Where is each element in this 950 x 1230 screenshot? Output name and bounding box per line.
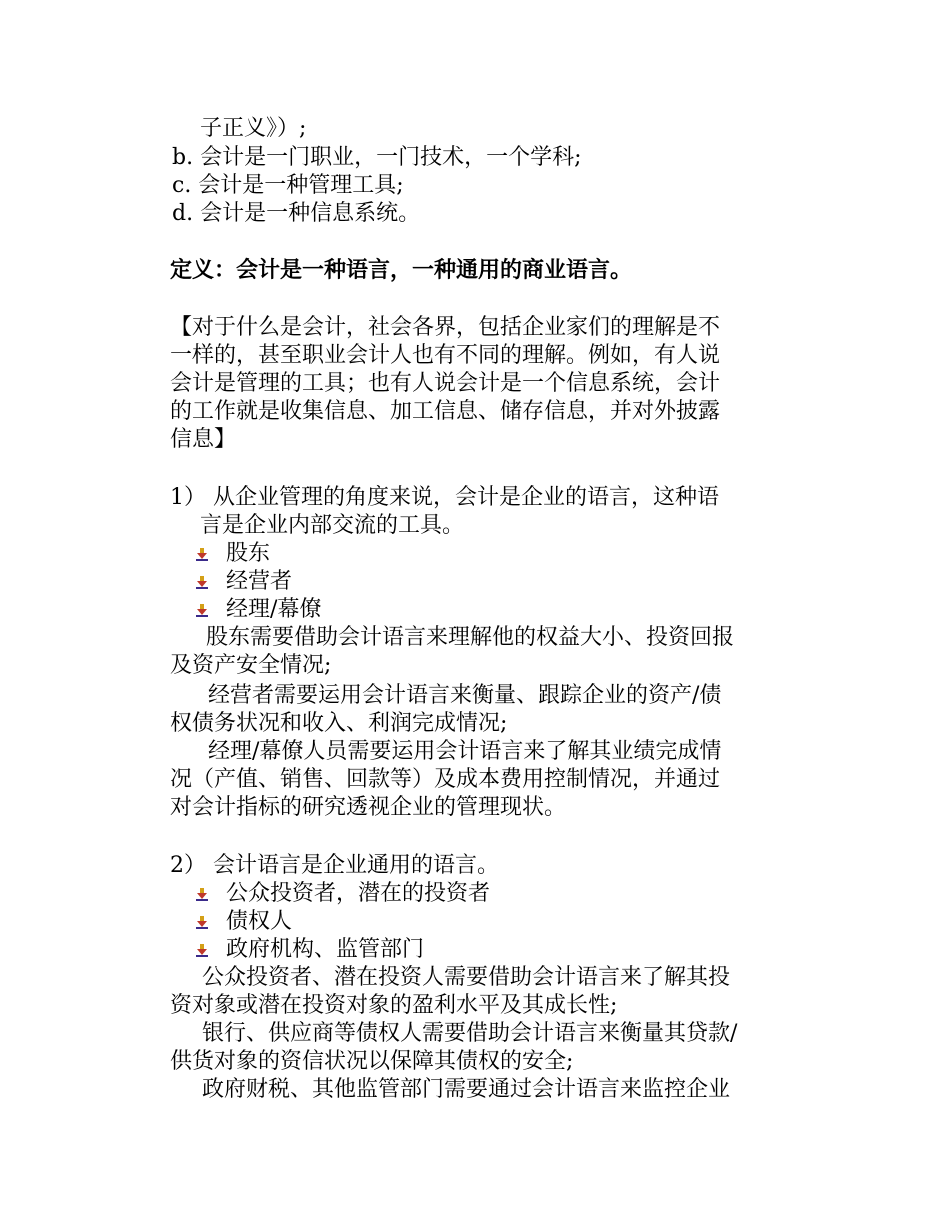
paragraph-line: 政府财税、其他监管部门需要通过会计语言来监控企业 — [202, 1077, 731, 1102]
paragraph-line: 对会计指标的研究透视企业的管理现状。 — [170, 795, 567, 820]
arrow-bullet-icon — [196, 915, 208, 929]
note-line: 的工作就是收集信息、加工信息、储存信息，并对外披露 — [170, 399, 721, 424]
list-item — [196, 540, 270, 568]
arrow-bullet-icon — [196, 603, 208, 617]
list-item-c: c. 会计是一种管理工具; — [172, 173, 404, 198]
note-line: 【对于什么是会计，社会各界，包括企业家们的理解是不 — [170, 315, 721, 340]
paragraph-line: 经营者需要运用会计语言来衡量、跟踪企业的资产/债 — [208, 683, 722, 708]
section-1-heading-cont: 言是企业内部交流的工具。 — [200, 513, 465, 538]
list-item — [196, 880, 490, 908]
paragraph-line: 权债务状况和收入、利润完成情况; — [170, 711, 508, 736]
paragraph-line: 经理/幕僚人员需要运用会计语言来了解其业绩完成情 — [208, 739, 722, 764]
paragraph-line: 及资产安全情况; — [170, 653, 332, 678]
bullet-label: 经营者 — [226, 569, 293, 594]
bullet-label: 债权人 — [226, 909, 293, 934]
paragraph-line: 银行、供应商等债权人需要借助会计语言来衡量其贷款/ — [202, 1021, 738, 1046]
list-item — [196, 596, 321, 624]
paragraph-line: 供货对象的资信状况以保障其债权的安全; — [170, 1049, 574, 1074]
list-item — [196, 908, 292, 936]
list-item — [196, 936, 424, 964]
arrow-bullet-icon — [196, 547, 208, 561]
list-item — [196, 568, 292, 596]
list-item-b: b. 会计是一门职业，一门技术，一个学科; — [172, 145, 582, 170]
bullet-label: 经理/幕僚 — [226, 597, 322, 622]
paragraph-line: 公众投资者、潜在投资人需要借助会计语言来了解其投 — [202, 965, 731, 990]
bullet-label: 股东 — [226, 541, 271, 566]
paragraph-line: 况（产值、销售、回款等）及成本费用控制情况，并通过 — [170, 767, 721, 792]
note-line: 一样的，甚至职业会计人也有不同的理解。例如，有人说 — [170, 343, 721, 368]
paragraph-line: 股东需要借助会计语言来理解他的权益大小、投资回报 — [206, 625, 735, 650]
definition-heading: 定义：会计是一种语言，一种通用的商业语言。 — [170, 257, 633, 283]
section-2-heading: 2） 会计语言是企业通用的语言。 — [170, 853, 499, 878]
arrow-bullet-icon — [196, 943, 208, 957]
text-line: 子正义》）; — [200, 116, 307, 141]
list-item-d: d. 会计是一种信息系统。 — [172, 201, 421, 226]
bullet-label: 公众投资者，潜在的投资者 — [226, 881, 491, 906]
arrow-bullet-icon — [196, 887, 208, 901]
paragraph-line: 资对象或潜在投资对象的盈利水平及其成长性; — [170, 993, 618, 1018]
note-line: 信息】 — [170, 427, 237, 452]
arrow-bullet-icon — [196, 575, 208, 589]
note-line: 会计是管理的工具；也有人说会计是一个信息系统，会计 — [170, 371, 721, 396]
bullet-label: 政府机构、监管部门 — [226, 937, 425, 962]
section-1-heading: 1） 从企业管理的角度来说，会计是企业的语言，这种语 — [170, 485, 719, 510]
